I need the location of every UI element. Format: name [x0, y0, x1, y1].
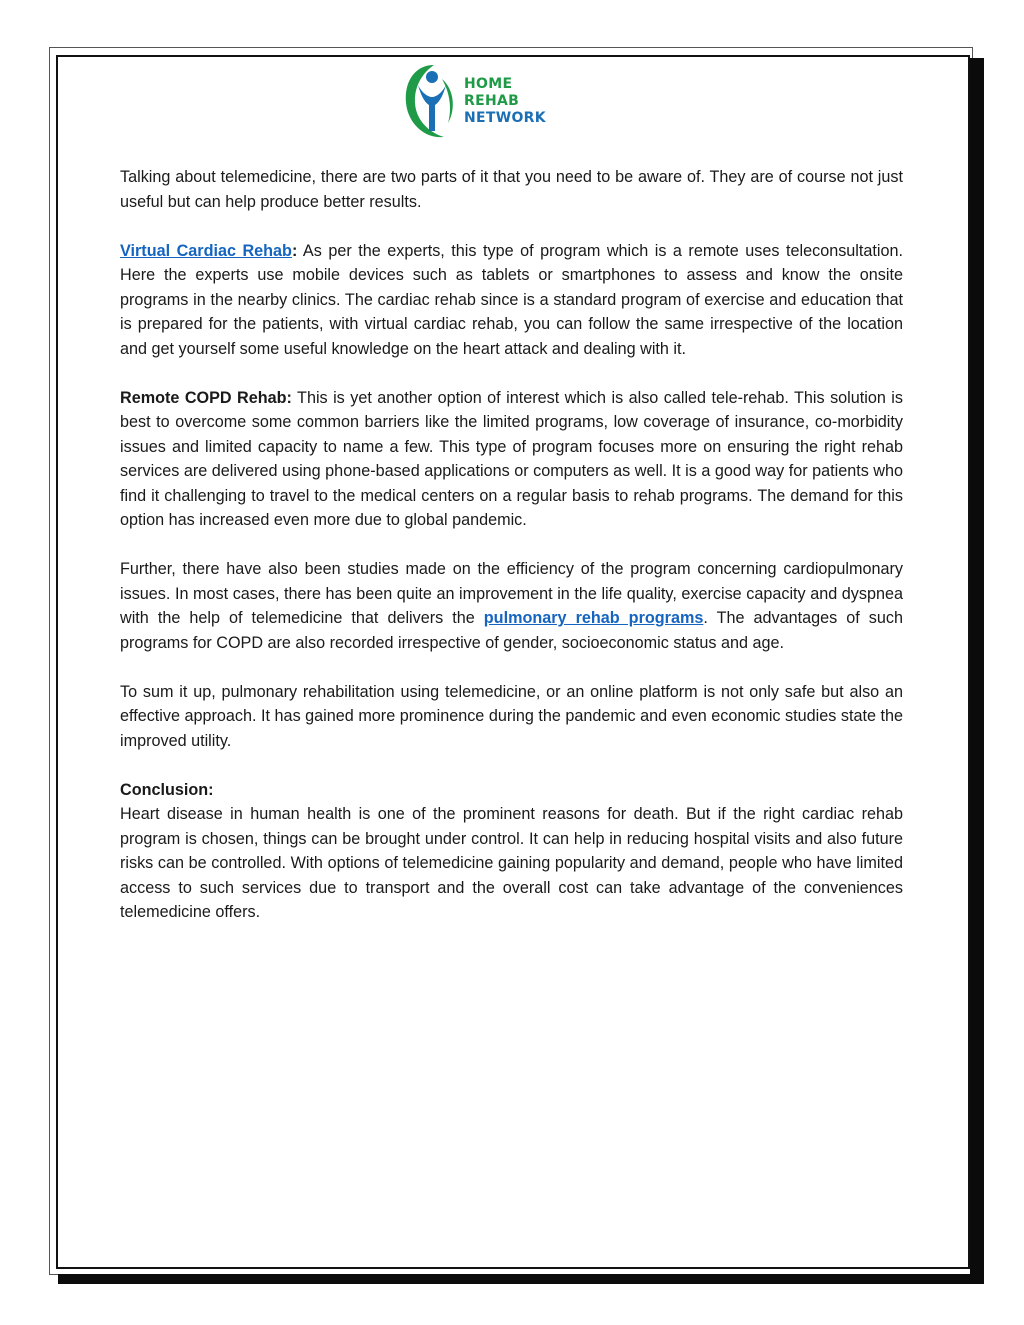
- logo-line-home: HOME: [464, 75, 513, 92]
- conclusion-heading: Conclusion:: [120, 780, 214, 799]
- virtual-cardiac-rehab-paragraph: [120, 239, 903, 362]
- page-shadow-bottom: [58, 1274, 984, 1284]
- studies-text-before: Further, there have also been studies made on the efficiency of the program concerning cardiopulmonary issues. In most cases, there has been quite an improvement in the life quality, exercise capacity and dyspnea with the help of telemedicine that delivers the: [120, 560, 903, 627]
- logo-wordmark: [464, 76, 546, 127]
- remote-copd-rehab-paragraph: [120, 386, 903, 533]
- colon: :: [291, 241, 298, 260]
- conclusion-paragraph: [120, 778, 903, 925]
- studies-text-after: . The advantages of such programs for COPD are also recorded irrespective of gender, socioeconomic status and age.: [120, 609, 903, 652]
- article-body: [120, 165, 903, 949]
- intro-paragraph: Talking about telemedicine, there are two parts of it that you need to be aware of. They are of course not just useful but can help produce better results.: [120, 168, 903, 211]
- studies-paragraph: [120, 557, 903, 655]
- rehab-figure-icon: [402, 59, 460, 143]
- conclusion-text: Heart disease in human health is one of the prominent reasons for death. But if the right cardiac rehab program is chosen, things can be brought under control. It can help in reducing hospital visits and also future risks can be controlled. With options of telemedicine gaining popularity and demand, people who have limited access to such services due to transport and the overall cost can take advantage of the conveniences telemedicine offers.: [120, 805, 903, 921]
- remote-copd-rehab-text: This is yet another option of interest which is also called tele-rehab. This solution is best to overcome some common barriers like the limited programs, low coverage of insurance, co-morbidity issues and limited capacity to name a few. This type of program focuses more on ensuring the right rehab services are delivered using phone-based applications or computers as well. It is a good way for patients who find it challenging to travel to the medical centers on a regular basis to rehab programs. The demand for this option has increased even more due to global pandemic.: [120, 388, 903, 529]
- home-rehab-network-logo: [402, 58, 552, 144]
- virtual-cardiac-rehab-link[interactable]: Virtual Cardiac Rehab: [120, 241, 292, 260]
- remote-copd-rehab-heading: Remote COPD Rehab:: [120, 388, 292, 407]
- virtual-cardiac-rehab-text: As per the experts, this type of program which is a remote uses teleconsultation. Here the experts use mobile devices such as tablets or smartphones to assess and know the onsite programs in the nearby clinics. The cardiac rehab since is a standard program of exercise and education that is prepared for the patients, with virtual cardiac rehab, you can follow the same irrespective of the location and get yourself some useful knowledge on the heart attack and dealing with it.: [120, 241, 903, 358]
- page-shadow-right: [970, 58, 984, 1284]
- pulmonary-rehab-programs-link[interactable]: pulmonary rehab programs: [483, 609, 704, 627]
- summary-paragraph: To sum it up, pulmonary rehabilitation using telemedicine, or an online platform is not only safe but also an effective approach. It has gained more prominence during the pandemic and even economic studies state the improved utility.: [120, 682, 903, 750]
- logo-line-network: NETWORK: [464, 109, 546, 126]
- logo-line-rehab: REHAB: [464, 92, 520, 109]
